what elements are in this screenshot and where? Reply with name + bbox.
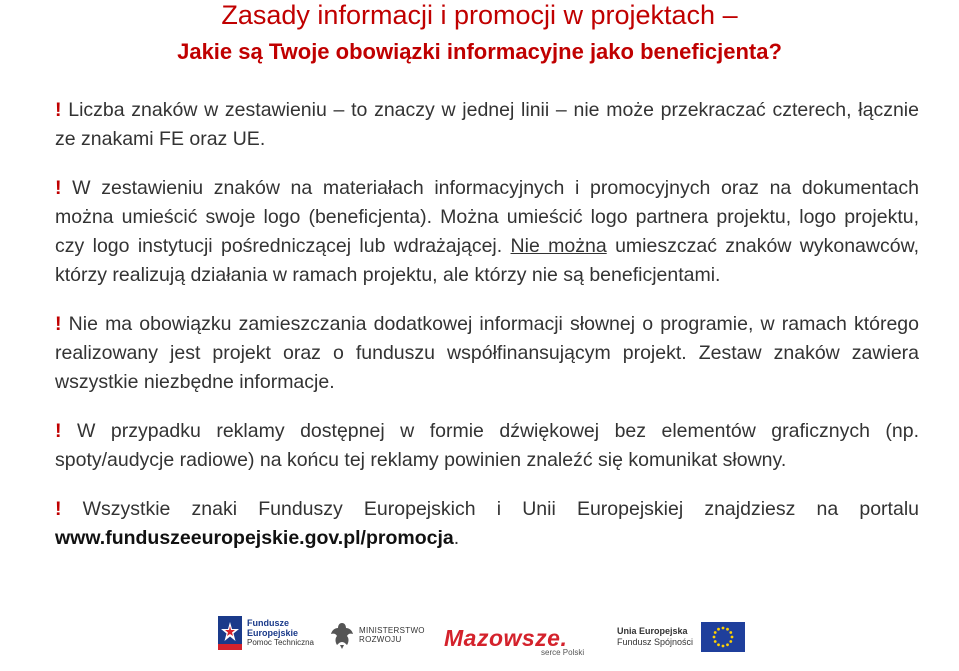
mazowsze-tagline: serce Polski bbox=[541, 648, 585, 657]
exclamation-mark: ! bbox=[55, 177, 62, 199]
mazowsze-logo bbox=[444, 616, 594, 660]
mazowsze-wordmark: Mazowsze. bbox=[444, 624, 568, 651]
paragraph-2 bbox=[55, 174, 919, 290]
ministerstwo-rozwoju-logo bbox=[330, 620, 425, 650]
paragraph-4-text: W przypadku reklamy dostępnej w formie dźwiękowej bez elementów graficznych (np. spoty/audycje radiowe) na końcu tej reklamy powinien znaleźć się komunikat słowny. bbox=[55, 420, 919, 471]
slide-title: Zasady informacji i promocji w projektach – bbox=[221, 0, 738, 30]
exclamation-mark: ! bbox=[55, 99, 62, 121]
exclamation-mark: ! bbox=[55, 313, 62, 335]
paragraph-5 bbox=[55, 495, 919, 553]
eagle-icon bbox=[330, 620, 354, 650]
eu-flag-icon bbox=[701, 622, 745, 652]
promo-portal-link[interactable]: www.funduszeeuropejskie.gov.pl/promocja bbox=[55, 527, 454, 549]
paragraph-1-text: Liczba znaków w zestawieniu – to znaczy w jednej linii – nie może przekraczać czterech, łącznie ze znakami FE oraz UE. bbox=[55, 99, 919, 150]
fe-star-icon bbox=[218, 616, 242, 650]
paragraph-3-text: Nie ma obowiązku zamieszczania dodatkowej informacji słownej o programie, w ramach którego realizowany jest projekt oraz o funduszu współfinansującym projekt. Zestaw znaków zawiera wszystkie niezbędne informacje. bbox=[55, 313, 919, 393]
logo-bar bbox=[0, 608, 959, 671]
ue-text: Unia Europejska Fundusz Spójności bbox=[617, 626, 694, 647]
slide-subtitle: Jakie są Twoje obowiązki informacyjne jako beneficjenta? bbox=[177, 39, 782, 64]
paragraph-2-text: W zestawieniu znaków na materiałach informacyjnych i promocyjnych oraz na dokumentach można umieścić swoje logo (beneficjenta). Można umieścić logo partnera projektu, logo projektu, czy logo instytucji pośredniczącej lub wdrażającej. bbox=[55, 177, 920, 257]
paragraph-3 bbox=[55, 310, 919, 397]
paragraph-2-text-after: umieszczać znaków wykonawców, którzy realizują działania w ramach projektu, ale którzy nie są beneficjentami. bbox=[55, 235, 919, 286]
fe-text: Fundusze Europejskie Pomoc Techniczna bbox=[247, 618, 314, 647]
unia-europejska-logo bbox=[617, 622, 745, 652]
paragraph-2-underlined: Nie można bbox=[510, 235, 607, 257]
paragraph-1 bbox=[55, 96, 919, 154]
exclamation-mark: ! bbox=[55, 498, 62, 520]
ministry-text: MINISTERSTWO ROZWOJU bbox=[359, 626, 425, 644]
paragraph-5-text: Wszystkie znaki Funduszy Europejskich i Unii Europejskiej znajdziesz na portalu bbox=[82, 498, 919, 520]
paragraph-4 bbox=[55, 417, 919, 475]
paragraph-5-end: . bbox=[453, 527, 460, 549]
slide-content bbox=[55, 96, 919, 553]
fundusze-europejskie-logo bbox=[218, 616, 314, 650]
exclamation-mark: ! bbox=[55, 420, 62, 442]
